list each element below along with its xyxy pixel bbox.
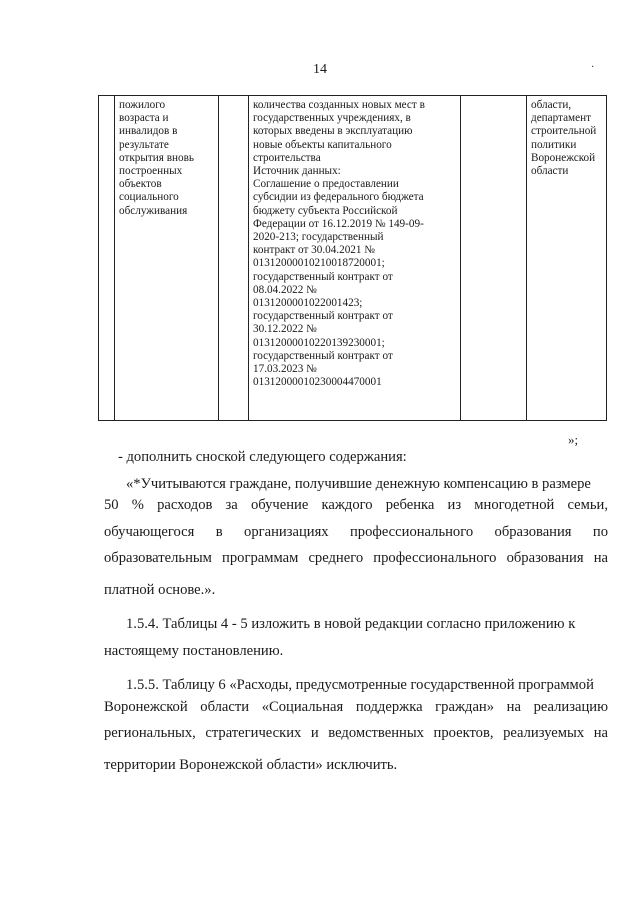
table-cell-line: пожилого: [119, 99, 166, 111]
table-cell-indicator: [249, 96, 461, 421]
table-cell-line: возраста и: [119, 112, 169, 125]
corner-mark: ·: [591, 62, 595, 73]
paragraph-table-6: 1.5.5. Таблицу 6 «Расходы, предусмотренные государственной программой: [126, 677, 594, 693]
paragraph-footnote-intro: - дополнить сноской следующего содержания:: [118, 449, 407, 465]
paragraph-footnote-line: образовательным программам среднего профессионального образования на: [104, 550, 608, 566]
table-cell-line: государственный контракт от: [253, 270, 393, 283]
table-cell-line: новые объекты капитального: [253, 138, 392, 151]
paragraph-table-6: региональных, стратегических и ведомственных проектов, реализуемых на: [104, 725, 608, 741]
table-cell-line: государственный контракт от: [253, 349, 393, 362]
table-cell-line: субсидии из федерального бюджета: [253, 191, 424, 204]
indicator-text: [253, 99, 456, 389]
table-cell-empty-2: [219, 96, 249, 421]
body-text: [104, 444, 608, 778]
table-cell-line: 01312000010230004470001: [253, 376, 382, 389]
paragraph-footnote-line: обучающегося в организациях профессионального образования по: [104, 523, 608, 540]
table-cell-line: 2020-213; государственный: [253, 231, 384, 244]
table-cell-line: объектов: [119, 178, 162, 191]
quote-end: »;: [568, 432, 579, 447]
paragraph-table-6: Воронежской области «Социальная поддержка граждан» на реализацию: [104, 698, 608, 715]
target-text: [119, 99, 214, 218]
table-cell-responsible: [527, 96, 607, 421]
table-cell-line: области: [531, 165, 569, 178]
table-cell-line: которых введены в эксплуатацию: [253, 125, 413, 138]
table-cell-line: государственных учреждениях, в: [253, 112, 411, 125]
table-cell-line: 01312000010210018720001;: [253, 257, 385, 270]
table-cell-empty-1: [99, 96, 115, 421]
table-cell-line: государственный контракт от: [253, 310, 393, 323]
paragraph-footnote-line: «*Учитываются граждане, получившие денежную компенсацию в размере: [126, 475, 591, 492]
paragraph-footnote-line: 50 % расходов за обучение каждого ребенка из многодетной семьи,: [104, 497, 608, 513]
table-cell-line: 08.04.2022 №: [253, 283, 317, 296]
table-cell-line: строительства: [253, 151, 321, 164]
table-cell-line: 0131200001022001423;: [253, 297, 363, 310]
table-cell-line: построенных: [119, 165, 183, 178]
paragraph-footnote-line: платной основе.».: [104, 581, 216, 598]
table-cell-line: 30.12.2022 №: [253, 323, 317, 336]
paragraph-table-6: территории Воронежской области» исключить.: [104, 756, 398, 773]
table-cell-line: департамент: [531, 112, 591, 125]
table-cell-line: Соглашение о предоставлении: [253, 178, 399, 191]
table-cell-line: политики: [531, 138, 577, 151]
table-cell-line: результате: [119, 138, 169, 151]
paragraph-tables-4-5: 1.5.4. Таблицы 4 - 5 изложить в новой редакции согласно приложению к: [126, 616, 576, 632]
table-cell-line: бюджету субъекта Российской: [253, 204, 398, 217]
table-cell-line: 01312000010220139230001;: [253, 336, 385, 349]
page-number: 14: [313, 62, 327, 77]
table-row: [99, 96, 607, 421]
table-cell-line: Воронежской: [531, 151, 596, 164]
program-table: [98, 95, 607, 421]
table-cell-line: строительной: [531, 125, 597, 138]
table-cell-line: обслуживания: [119, 204, 188, 217]
table-cell-line: инвалидов в: [119, 125, 178, 138]
table-cell-line: области,: [531, 99, 572, 111]
table-cell-empty-3: [461, 96, 527, 421]
paragraph-tables-4-5: настоящему постановлению.: [104, 642, 284, 659]
table-cell-target: [115, 96, 219, 421]
responsible-text: [531, 99, 602, 178]
table-cell-line: социального: [119, 191, 179, 204]
table-cell-line: 17.03.2023 №: [253, 363, 317, 376]
table-cell-line: контракт от 30.04.2021 №: [253, 244, 375, 257]
table-cell-line: количества созданных новых мест в: [253, 99, 425, 111]
table-cell-line: Федерации от 16.12.2019 № 149-09-: [253, 217, 424, 230]
table-cell-line: Источник данных:: [253, 165, 341, 178]
table-cell-line: открытия вновь: [119, 151, 194, 164]
